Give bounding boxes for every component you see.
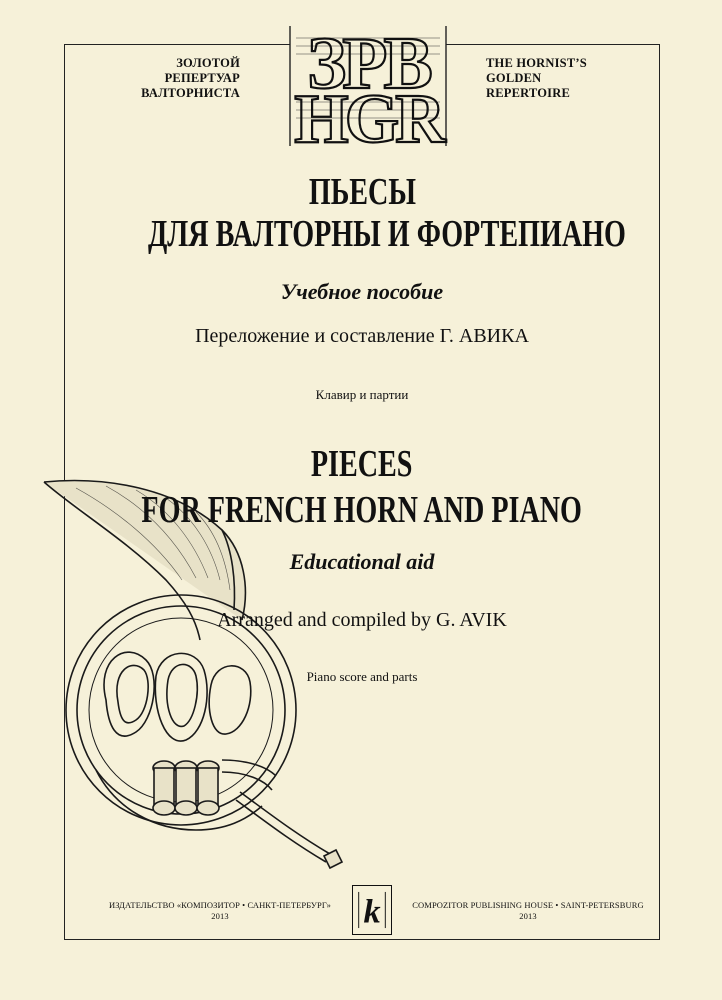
series-line: ВАЛТОРНИСТА [141,86,240,100]
publisher-english [408,900,648,922]
english-title-line2: FOR FRENCH HORN AND PIANO [141,489,583,531]
series-line: REPERTOIRE [486,86,570,100]
series-name-russian [110,56,240,101]
series-line: РЕПЕРТУАР [164,71,240,85]
publisher-logo [352,885,392,935]
series-logo [256,18,478,152]
english-format: Piano score and parts [306,669,418,684]
russian-title-line1: ПЬЕСЫ [308,171,416,213]
series-line: ЗОЛОТОЙ [176,56,240,70]
english-credit: Arranged and compiled by G. AVIK [217,609,507,631]
publisher-name-en: COMPOZITOR PUBLISHING HOUSE • SAINT-PETERSBURG [412,900,644,910]
series-line: THE HORNIST’S [486,56,587,70]
russian-format: Клавир и партии [315,387,409,402]
russian-title-line2: ДЛЯ ВАЛТОРНЫ И ФОРТЕПИАНО [147,213,626,255]
russian-subtitle: Учебное пособие [280,279,444,304]
publisher-russian [100,900,340,922]
russian-credit: Переложение и составление Г. АВИКА [195,325,529,347]
publisher-year-ru: 2013 [211,911,229,921]
english-subtitle: Educational aid [289,549,435,574]
publisher-name-ru: ИЗДАТЕЛЬСТВО «КОМПОЗИТОР • САНКТ-ПЕТЕРБУРГ» [108,900,332,910]
series-line: GOLDEN [486,71,542,85]
publisher-logo-letter: k [363,893,381,931]
logo-letters-bottom: HGR [294,81,442,152]
english-title-line1: PIECES [311,443,413,485]
series-name-english [486,56,626,101]
logo-letters-top: ЗРВ [307,23,429,105]
publisher-year-en: 2013 [519,911,537,921]
